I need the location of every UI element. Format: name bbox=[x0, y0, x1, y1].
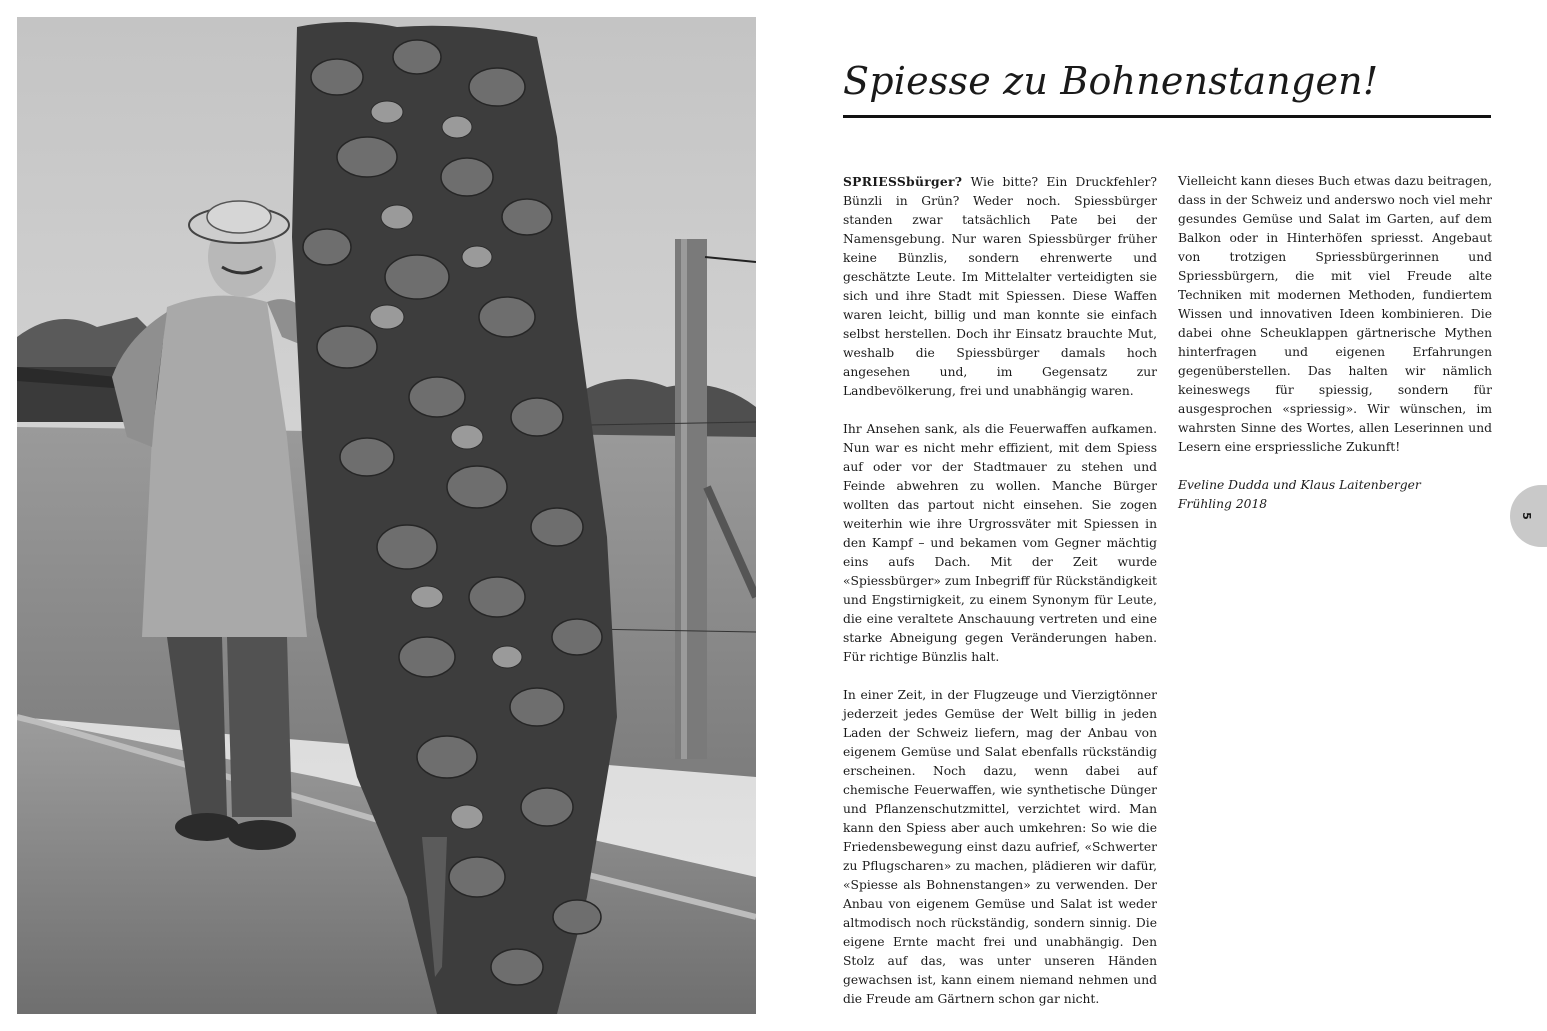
signature-names: Eveline Dudda und Klaus Laitenberger bbox=[1178, 478, 1421, 492]
page-number: 5 bbox=[1520, 512, 1533, 520]
photo-woman-bean-plant bbox=[17, 17, 756, 1014]
page-title: Spiesse zu Bohnenstangen! bbox=[843, 59, 1379, 103]
paragraph-text: Wie bitte? Ein Druckfehler? Bünzli in Grün? Weder noch. Spiessbürger standen zwar tatsächlich Pate bei der Namensgebung. Nur waren Spiessbürger früher keine Bünzlis, sondern ehrenwerte und geschätzte Leute. Im Mittelalter verteidigten sie sich und ihre Stadt mit Spiessen. Diese Waffen waren leicht, billig und man konnte sie einfach selbst herstellen. Doch ihr Einsatz brauchte Mut, weshalb die Spiessbürger damals hoch angesehen und, im Gegensatz zur Landbevölkerung, frei und unabhängig waren. bbox=[843, 175, 1157, 398]
signature bbox=[1178, 476, 1492, 514]
paragraph: Vielleicht kann dieses Buch etwas dazu beitragen, dass in der Schweiz und anderswo noch viel mehr gesundes Gemüse und Salat im Garten, auf dem Balkon oder in Hinterhöfen spriesst. Angebaut von trotzigen Spriessbürgerinnen und Spriessbürgern, die mit viel Freude alte Techniken mit modernen Methoden, fundiertem Wissen und innovativen Ideen kombinieren. Die dabei ohne Scheuklappen gärtnerische Mythen hinterfragen und eigenen Erfahrungen gegenüberstellen. Das halten wir nämlich keineswegs für spiessig, sondern für ausgesprochen «spriessig». Wir wünschen, im wahrsten Sinne des Wortes, allen Leserinnen und Lesern eine erspriessliche Zukunft! bbox=[1178, 174, 1492, 454]
paragraph: Ihr Ansehen sank, als die Feuerwaffen aufkamen. Nun war es nicht mehr effizient, mit dem Spiess auf oder vor der Stadtmauer zu stehen und Feinde abwehren zu wollen. Manche Bürger wollten das partout nicht einsehen. Sie zogen weiterhin wie ihre Urgrossväter mit Spiessen in den Kampf – und bekamen vom Gegner mächtig eins aufs Dach. Mit der Zeit wurde «Spiessbürger» zum Inbegriff für Rückständigkeit und Engstirnigkeit, zu einem Synonym für Leute, die eine veraltete Anschauung vertreten und eine starke Abneigung gegen Veränderungen haben. Für richtige Bünzlis halt. bbox=[843, 422, 1157, 664]
text-column-left bbox=[843, 172, 1157, 1028]
text-column-right bbox=[1178, 172, 1492, 514]
paragraph bbox=[843, 172, 1157, 401]
lead-in: SPRIESSbürger? bbox=[843, 174, 963, 189]
paragraph: In einer Zeit, in der Flugzeuge und Vierzigtönner jederzeit jedes Gemüse der Welt billig in jeden Laden der Schweiz liefern, mag der Anbau von eigenem Gemüse und Salat ebenfalls rückständig erscheinen. Noch dazu, wenn dabei auf chemische Feuerwaffen, wie synthetische Dünger und Pflanzenschutzmittel, verzichtet wird. Man kann den Spiess aber auch umkehren: So wie die Friedensbewegung einst dazu aufrief, «Schwerter zu Pflugscharen» zu machen, plädieren wir dafür, «Spiesse als Bohnenstangen» zu verwenden. Der Anbau von eigenem Gemüse und Salat ist weder altmodisch noch rückständig, sondern sinnig. Die eigene Ernte macht frei und unabhängig. Den Stolz auf das, was unter unseren Händen gewachsen ist, kann einem niemand nehmen und die Freude am Gärtnern schon gar nicht. bbox=[843, 688, 1157, 1006]
signature-date: Frühling 2018 bbox=[1178, 497, 1268, 511]
title-rule bbox=[843, 115, 1491, 118]
